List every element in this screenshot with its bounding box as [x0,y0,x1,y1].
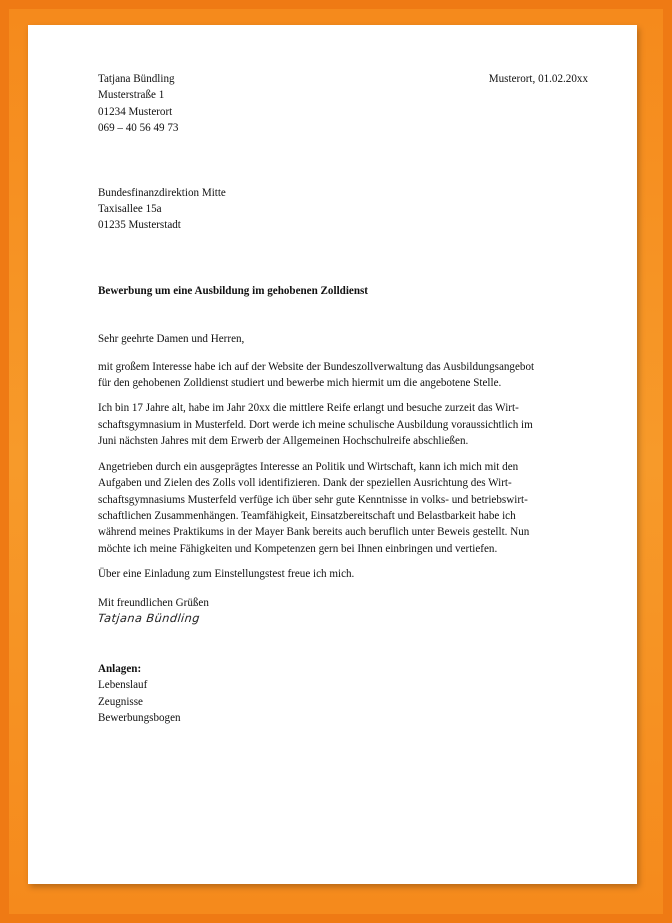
recipient-street: Taxisallee 15a [98,203,162,216]
paragraph-line: Aufgaben und Zielen des Zolls voll identifizieren. Dank der speziellen Ausrichtung des Wirt- [98,477,512,490]
sender-city: 01234 Musterort [98,105,173,118]
sender-name: Tatjana Bündling [98,73,175,85]
attachments-title: Anlagen: [98,662,142,675]
sender-street: Musterstraße 1 [98,89,165,102]
paragraph-3 [98,459,588,557]
paragraph-line: für den gehobenen Zolldienst studiert und bewerbe mich hiermit um die angebotene Stelle. [98,377,502,390]
attachment-item: Lebenslauf [98,679,148,692]
paragraph-line: mit großem Interesse habe ich auf der Website der Bundeszollverwaltung das Ausbildungsangebot [98,360,535,373]
paragraph-line: Juni nächsten Jahres mit dem Erwerb der Allgemeinen Hochschulreife abschließen. [98,435,469,448]
recipient-city: 01235 Musterstadt [98,219,181,232]
letter-page [28,25,637,884]
paragraph-line: Ich bin 17 Jahre alt, habe im Jahr 20xx die mittlere Reife erlangt und besuche zurzeit das Wirt- [98,402,519,415]
paragraph-line: schaftsgymnasiums Musterfeld verfüge ich über sehr gute Kenntnisse in volks- und betriebswirt- [98,493,528,506]
closing: Mit freundlichen Grüßen [98,596,209,609]
paragraph-line: während meines Praktikums in der Mayer Bank bereits auch beruflich unter Beweis gestellt. Nun [98,526,530,539]
attachment-item: Zeugnisse [98,695,143,708]
paragraph-line: Angetrieben durch ein ausgeprägtes Interesse an Politik und Wirtschaft, kann ich mich mit den [98,460,519,473]
letter-body [98,71,588,727]
recipient-address [98,185,588,234]
place-date: Musterort, 01.02.20xx [488,73,588,85]
salutation: Sehr geehrte Damen und Herren, [98,333,245,346]
paragraph-1 [98,359,588,392]
attachment-item: Bewerbungsbogen [98,712,181,725]
subject-line: Bewerbung um eine Ausbildung im gehobenen Zolldienst [98,284,369,297]
paragraph-line: möchte ich meine Fähigkeiten und Kompetenzen gern bei Ihnen einbringen und vertiefen. [98,542,498,555]
recipient-name: Bundesfinanzdirektion Mitte [98,186,226,199]
paragraph-line: schaftsgymnasium in Musterfeld. Dort werde ich meine schulische Ausbildung voraussichtlich im [98,418,533,431]
sender-address [98,71,588,137]
paragraph-line: schaftlichen Zusammenhängen. Teamfähigkeit, Einsatzbereitschaft und Belastbarkeit habe ich [98,509,516,522]
paragraph-line: Über eine Einladung zum Einstellungstest freue ich mich. [98,568,355,581]
handwritten-signature: Tatjana Bündling [97,610,201,625]
attachments [98,661,588,727]
sender-phone: 069 – 40 56 49 73 [98,122,179,135]
paragraph-4 [98,566,588,582]
paragraph-2 [98,400,588,449]
